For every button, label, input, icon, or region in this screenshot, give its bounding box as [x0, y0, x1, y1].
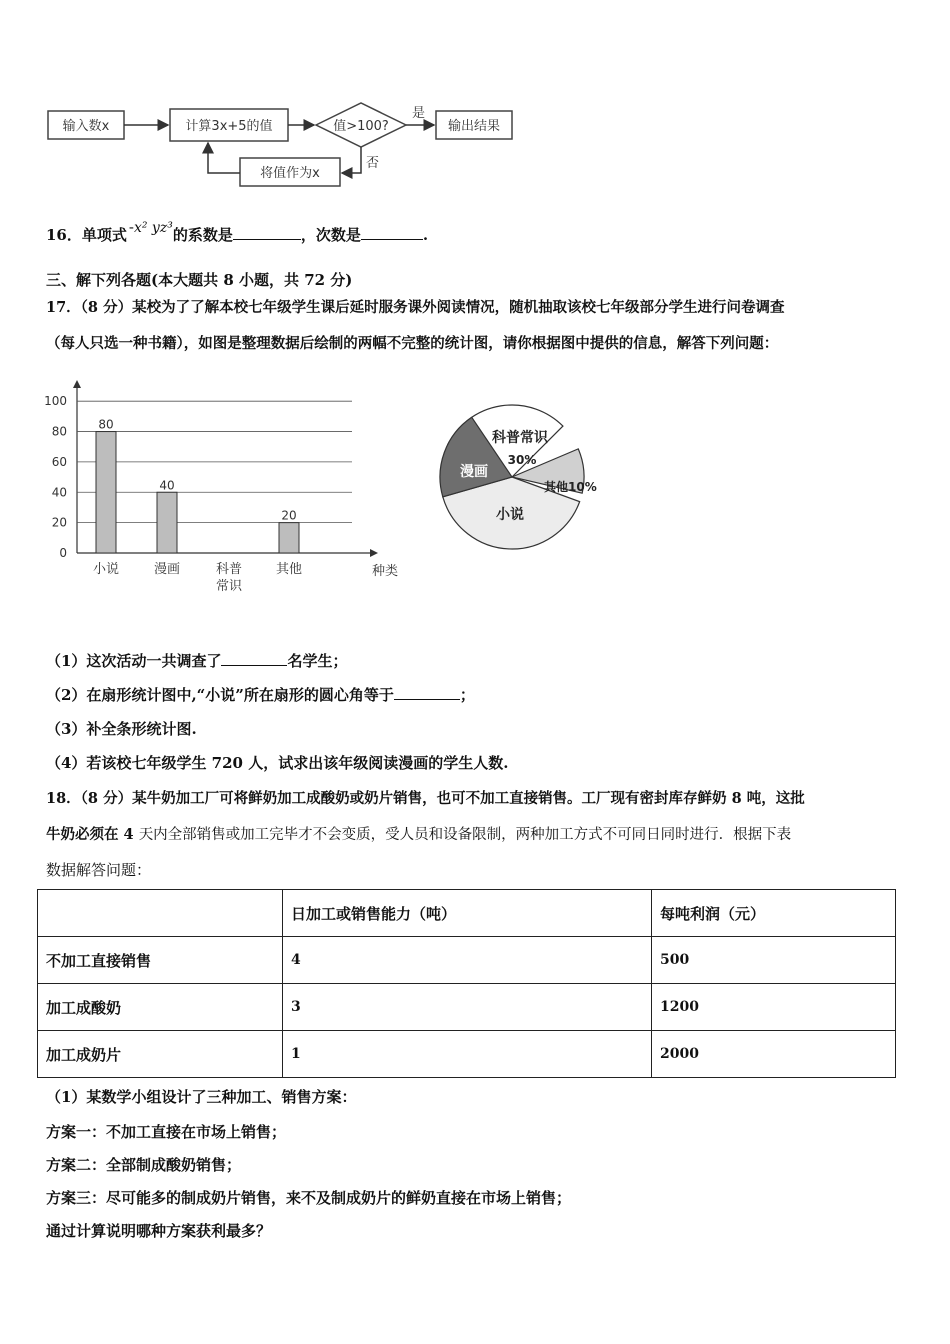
y-tick-label: 0 — [59, 546, 67, 560]
y-tick-label: 100 — [44, 394, 67, 409]
q18-plan-3: 方案三：尽可能多的制成奶片销售，来不及制成奶片的鲜奶直接在市场上销售； — [46, 1189, 572, 1207]
q18-table — [37, 889, 896, 1078]
table-cell: 不加工直接销售 — [38, 937, 283, 984]
pie-label: 小说 — [496, 507, 524, 523]
pie-percent-label: 30% — [507, 453, 537, 467]
y-axis-arrow — [73, 380, 81, 388]
table-cell: 1 — [283, 1031, 652, 1078]
x-category-label: 常识 — [215, 579, 243, 594]
y-tick-label: 80 — [51, 424, 67, 439]
bar-chart — [40, 378, 420, 608]
flow-yes-label: 是 — [412, 106, 426, 121]
bar-value-label: 80 — [98, 417, 114, 432]
table-cell: 4 — [283, 937, 652, 984]
table-cell: 500 — [652, 937, 896, 984]
table-cell: 2000 — [652, 1031, 896, 1078]
flow-output-text: 输出结果 — [447, 119, 501, 134]
q18-line-3: 数据解答问题： — [46, 861, 152, 879]
bar-value-label: 40 — [159, 478, 175, 493]
q18-line2-rest: 天内全部销售或加工完毕才不会变质，受人员和设备限制，两种加工方式不可同日同时进行．根据下表 — [138, 827, 792, 843]
pie-label: 其他10% — [544, 480, 597, 494]
pie-label: 漫画 — [460, 464, 488, 480]
q16-prefix: 16．单项式 — [46, 226, 127, 244]
flow-decision-text: 值>100? — [333, 119, 389, 134]
q16-monomial: x² yz³ — [133, 220, 173, 236]
q17-line-1: 17．（8 分）某校为了了解本校七年级学生课后延时服务课外阅读情况，随机抽取该校七年级部分学生进行问卷调查 — [46, 299, 785, 316]
q17-sub2-text: （2）在扇形统计图中,“小说”所在扇形的圆心角等于 — [46, 686, 394, 704]
x-axis-title: 种类 — [371, 564, 399, 579]
q17-sub1-text: （1）这次活动一共调查了 — [46, 652, 222, 670]
q18-sub-1: （1）某数学小组设计了三种加工、销售方案： — [46, 1088, 357, 1106]
flowchart — [40, 95, 530, 195]
q16-mid: 的系数是 — [172, 226, 233, 244]
table-row — [38, 937, 896, 984]
bar — [279, 523, 299, 553]
q17-line-2: （每人只选一种书籍），如图是整理数据后绘制的两幅不完整的统计图，请你根据图中提供的信息，解答下列问题： — [46, 335, 779, 352]
x-category-label: 漫画 — [153, 562, 181, 577]
x-category-label: 其他 — [275, 562, 303, 577]
q16-expr-sign: - — [128, 218, 134, 236]
bar — [96, 432, 116, 553]
q17-sub1-suffix: 名学生； — [287, 652, 348, 670]
flow-compute-text: 计算3x+5的值 — [185, 119, 273, 134]
bar-value-label: 20 — [281, 508, 297, 523]
flow-no-label: 否 — [366, 156, 380, 171]
x-category-label: 小说 — [92, 562, 120, 577]
y-tick-label: 20 — [51, 515, 67, 530]
x-category-label: 科普 — [215, 562, 243, 577]
q18-line2-bold: 牛奶必须在 4 — [46, 826, 139, 843]
q17-sub-3: （3）补全条形统计图. — [46, 720, 197, 738]
q18-line-1: 18．（8 分）某牛奶加工厂可将鲜奶加工成酸奶或奶片销售，也可不加工直接销售。工厂现有密封库存鲜奶 8 吨，这批 — [46, 790, 805, 807]
q16-blank-2[interactable] — [361, 227, 423, 240]
table-header-cell: 每吨利润（元） — [652, 890, 896, 937]
q18-plan-2: 方案二：全部制成酸奶销售； — [46, 1156, 242, 1174]
q17-sub-2 — [46, 684, 475, 705]
table-header-row — [38, 890, 896, 937]
table-header-cell — [38, 890, 283, 937]
section-3-title: 三、解下列各题(本大题共 8 小题，共 72 分) — [46, 271, 353, 289]
flow-input-text: 输入数x — [62, 119, 110, 134]
x-axis-arrow — [370, 549, 378, 557]
q16-blank-1[interactable] — [233, 227, 301, 240]
bar — [157, 492, 177, 553]
q18-question: 通过计算说明哪种方案获利最多？ — [46, 1222, 272, 1240]
table-row — [38, 1031, 896, 1078]
table-cell: 加工成奶片 — [38, 1031, 283, 1078]
q16-mid2: ，次数是 — [300, 226, 361, 244]
q17-sub2-blank[interactable] — [394, 687, 460, 700]
q17-sub-4: （4）若该校七年级学生 720 人，试求出该年级阅读漫画的学生人数. — [46, 754, 509, 772]
pie-label: 科普常识 — [492, 430, 548, 446]
y-tick-label: 40 — [51, 485, 67, 500]
pie-chart — [430, 395, 630, 570]
table-header-cell: 日加工或销售能力（吨） — [283, 890, 652, 937]
q16-end: . — [422, 226, 429, 244]
q18-plan-1: 方案一：不加工直接在市场上销售； — [46, 1123, 287, 1141]
table-row — [38, 984, 896, 1031]
flow-loop-text: 将值作为x — [260, 166, 320, 181]
q17-sub1-blank[interactable] — [221, 653, 287, 666]
question-16 — [46, 218, 429, 245]
table-cell: 1200 — [652, 984, 896, 1031]
q18-line-2 — [46, 823, 791, 844]
q17-sub-1 — [46, 650, 347, 671]
q17-sub2-suffix: ； — [459, 686, 475, 704]
table-cell: 3 — [283, 984, 652, 1031]
table-cell: 加工成酸奶 — [38, 984, 283, 1031]
y-tick-label: 60 — [51, 454, 67, 469]
